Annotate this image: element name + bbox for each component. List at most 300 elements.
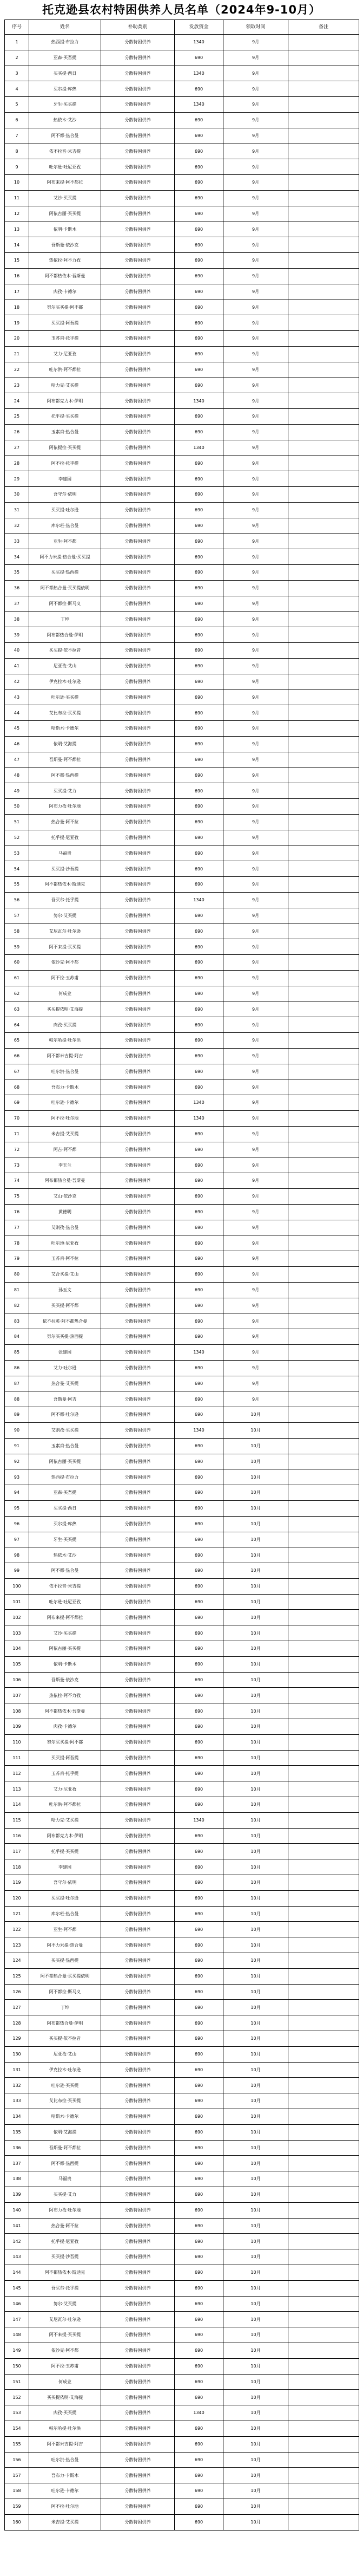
recipient-name [29,1469,101,1485]
recipient-name-text: 肉孜·买买提 [53,1022,77,1027]
table-row [5,502,359,518]
table-row [5,1734,359,1750]
remarks [288,2109,359,2124]
payment-amount: 690 [175,284,223,300]
subsidy-category: 分散特困供养 [101,471,175,487]
recipient-name-text: 阿不都米吉提·阿吉 [47,2442,83,2447]
payment-month: 10月 [223,1734,288,1750]
table-row [5,2031,359,2047]
row-number: 145 [5,2280,29,2296]
payment-amount: 690 [175,253,223,269]
table-row [5,2078,359,2093]
payment-amount: 1340 [175,2405,223,2421]
subsidy-category: 分散特困供养 [101,1485,175,1501]
recipient-name [29,830,101,845]
row-number: 87 [5,1376,29,1391]
remarks [288,1641,359,1657]
remarks [288,549,359,565]
recipient-name [29,705,101,721]
remarks [288,1610,359,1625]
row-number: 108 [5,1703,29,1719]
row-number: 69 [5,1095,29,1111]
subsidy-category: 分散特困供养 [101,643,175,659]
row-number: 54 [5,861,29,877]
table-row [5,1610,359,1625]
row-number: 14 [5,237,29,253]
recipient-name [29,378,101,393]
payment-month: 9月 [223,767,288,783]
remarks [288,2187,359,2202]
payment-amount: 690 [175,2390,223,2405]
recipient-name-text: 阿不都·吐尔逊 [51,1412,79,1417]
recipient-name [29,1454,101,1469]
remarks [288,1266,359,1282]
recipient-name-text: 吐尔逊·卡德尔 [51,2488,79,2494]
payment-month: 10月 [223,1968,288,1984]
recipient-name [29,1329,101,1345]
row-number: 103 [5,1625,29,1641]
recipient-name-text: 阿不都·热西提 [51,2161,79,2166]
payment-month: 9月 [223,923,288,939]
row-number: 36 [5,580,29,596]
recipient-name-text: 尼亚孜·艾山 [53,663,77,669]
recipient-name-text: 托乎提·买买提 [51,1849,79,1854]
remarks [288,502,359,518]
table-row [5,1656,359,1672]
subsidy-category: 分散特困供养 [101,830,175,845]
payment-month: 9月 [223,206,288,222]
recipient-name-text: 亚生·阿不都 [53,1927,77,1932]
row-number: 147 [5,2312,29,2327]
table-row [5,923,359,939]
remarks [288,2280,359,2296]
row-number: 104 [5,1641,29,1657]
row-number: 120 [5,1890,29,1906]
recipient-name [29,1906,101,1922]
recipient-name [29,1188,101,1204]
recipient-name-text: 热依木·艾沙 [53,1552,77,1558]
recipient-name [29,2421,101,2436]
payment-amount: 690 [175,861,223,877]
payment-month: 9月 [223,502,288,518]
table-row [5,128,359,144]
table-row [5,346,359,362]
row-number: 84 [5,1329,29,1345]
payment-amount: 1340 [175,97,223,113]
payment-month: 9月 [223,1266,288,1282]
payment-amount: 690 [175,721,223,737]
subsidy-category: 分散特困供养 [101,2483,175,2499]
recipient-name-text: 肉孜·买买提 [53,2410,77,2416]
payment-amount: 690 [175,2156,223,2171]
remarks [288,2171,359,2187]
payment-amount: 690 [175,2436,223,2452]
row-number: 117 [5,1844,29,1859]
payment-month: 9月 [223,128,288,144]
payment-amount: 690 [175,1017,223,1033]
recipient-name [29,1344,101,1360]
payment-month: 10月 [223,2327,288,2343]
payment-month: 9月 [223,689,288,705]
row-number: 93 [5,1469,29,1485]
subsidy-category: 分散特困供养 [101,362,175,378]
recipient-name [29,66,101,81]
table-row [5,1329,359,1345]
row-number: 154 [5,2421,29,2436]
recipient-name-text: 吐尔洪·热合曼 [51,2457,79,2462]
recipient-name-text: 玉素甫·热合曼 [51,430,79,435]
table-row [5,112,359,128]
table-row [5,2499,359,2514]
recipient-name-text: 黄德明 [58,1209,71,1215]
recipient-name-text: 买买提·依不拉音 [49,2036,81,2041]
payment-amount: 690 [175,2374,223,2390]
payment-amount: 690 [175,2249,223,2265]
recipient-name [29,268,101,284]
recipient-name [29,1422,101,1438]
recipient-name-text: 艾力·吐尔逊 [53,1365,77,1371]
subsidy-category: 分散特困供养 [101,908,175,923]
payment-month: 9月 [223,752,288,767]
remarks [288,2483,359,2499]
recipient-name [29,970,101,986]
payment-amount: 690 [175,2499,223,2514]
remarks [288,2374,359,2390]
recipient-name-text: 阿布都克力木·伊明 [47,1833,83,1838]
row-number: 121 [5,1906,29,1922]
recipient-name-text: 吾守尔·依明 [53,492,77,497]
subsidy-category: 分散特困供养 [101,97,175,113]
table-row [5,2312,359,2327]
table-row [5,1298,359,1313]
recipient-name [29,643,101,659]
remarks [288,1407,359,1423]
table-row [5,643,359,659]
payment-month: 9月 [223,612,288,627]
row-number: 60 [5,955,29,971]
recipient-name [29,487,101,503]
payment-amount: 690 [175,1173,223,1189]
remarks [288,315,359,331]
payment-month: 10月 [223,2390,288,2405]
recipient-name-text: 依不拉音·米吉提 [49,1584,81,1589]
table-row [5,689,359,705]
payment-amount: 690 [175,1797,223,1813]
table-row [5,2514,359,2530]
recipient-name [29,315,101,331]
payment-amount: 690 [175,596,223,612]
recipient-name-text: 阿不都热依木·吾斯曼 [44,1708,85,1714]
payment-amount: 690 [175,2452,223,2468]
payment-month: 10月 [223,2109,288,2124]
header-category: 补助类别 [101,20,175,35]
table-row [5,2234,359,2249]
subsidy-category: 分散特困供养 [101,1064,175,1079]
payment-amount: 1340 [175,892,223,908]
payment-amount: 690 [175,1313,223,1329]
payment-amount: 690 [175,1033,223,1049]
row-number: 94 [5,1485,29,1501]
row-number: 122 [5,1922,29,1937]
recipient-name-text: 吐尔地·尼亚孜 [51,1240,79,1246]
payment-amount: 690 [175,487,223,503]
table-row [5,799,359,815]
recipient-name [29,1033,101,1049]
remarks [288,1516,359,1532]
payment-month: 10月 [223,1953,288,1969]
payment-amount: 690 [175,752,223,767]
recipient-name [29,1610,101,1625]
recipient-name-text: 张建国 [58,1350,71,1355]
payment-month: 9月 [223,1282,288,1298]
recipient-name [29,112,101,128]
recipient-name-text: 库尔班·热合曼 [51,1911,79,1916]
recipient-name-text: 买买提·阿吾提 [51,320,79,326]
payment-month: 9月 [223,736,288,752]
payment-amount: 690 [175,1734,223,1750]
remarks [288,1422,359,1438]
remarks [288,1142,359,1157]
recipient-name-text: 吐尔逊·吐尼亚孜 [49,164,81,170]
recipient-name [29,2343,101,2358]
recipient-name-text: 帕尔哈提·吐尔洪 [49,2426,81,2431]
table-row [5,1625,359,1641]
remarks [288,487,359,503]
recipient-name [29,767,101,783]
row-number: 65 [5,1033,29,1049]
row-number: 6 [5,112,29,128]
recipient-name-text: 阿不都热合曼·买买提依明 [40,1974,90,1979]
subsidy-category: 分散特困供养 [101,2514,175,2530]
payment-amount: 690 [175,1719,223,1735]
recipient-name [29,1703,101,1719]
recipient-name [29,2218,101,2234]
payment-amount: 690 [175,331,223,347]
table-row [5,596,359,612]
subsidy-category: 分散特困供养 [101,1048,175,1064]
subsidy-category: 分散特困供养 [101,1922,175,1937]
table-row [5,2156,359,2171]
recipient-name [29,1922,101,1937]
table-row [5,1360,359,1376]
subsidy-category: 分散特困供养 [101,424,175,440]
recipient-name [29,393,101,409]
remarks [288,222,359,237]
payment-amount: 690 [175,1469,223,1485]
table-row [5,1844,359,1859]
payment-month: 10月 [223,1781,288,1797]
recipient-name [29,2514,101,2530]
row-number: 123 [5,1937,29,1953]
payment-month: 10月 [223,2249,288,2265]
payment-month: 10月 [223,2156,288,2171]
payment-amount: 1340 [175,66,223,81]
row-number: 68 [5,1079,29,1095]
payment-amount: 690 [175,1048,223,1064]
payment-amount: 690 [175,2015,223,2031]
payment-amount: 690 [175,2187,223,2202]
payment-amount: 690 [175,1859,223,1875]
table-row [5,1516,359,1532]
table-row [5,159,359,175]
recipient-name-text: 热合曼·阿不拉 [51,819,79,825]
table-row [5,908,359,923]
recipient-name-text: 尼亚孜·艾山 [53,2052,77,2057]
remarks [288,2452,359,2468]
table-row [5,1812,359,1828]
payment-amount: 690 [175,2093,223,2109]
table-row [5,1984,359,2000]
payment-month: 9月 [223,284,288,300]
payment-amount: 690 [175,1750,223,1766]
recipient-name [29,2327,101,2343]
payment-amount: 690 [175,830,223,845]
subsidy-category: 分散特困供养 [101,1688,175,1703]
recipient-name [29,2046,101,2062]
subsidy-category: 分散特困供养 [101,1719,175,1735]
header-number: 序号 [5,20,29,35]
table-row [5,2218,359,2234]
payment-amount: 690 [175,1547,223,1563]
row-number: 51 [5,814,29,830]
row-number: 53 [5,845,29,861]
table-row [5,1906,359,1922]
subsidy-category: 分散特困供养 [101,2343,175,2358]
recipient-name-text: 热西提·布拉力 [51,40,79,45]
row-number: 72 [5,1142,29,1157]
subsidy-category: 分散特困供养 [101,502,175,518]
row-number: 100 [5,1578,29,1594]
row-number: 140 [5,2202,29,2218]
recipient-name-text: 阿不拉·玉苏甫 [51,975,79,981]
recipient-name [29,565,101,581]
recipient-name-text: 热合曼·艾买提 [51,1381,79,1386]
subsidy-category: 分散特困供养 [101,1391,175,1407]
table-row [5,1578,359,1594]
table-row [5,2296,359,2312]
subsidy-category: 分散特困供养 [101,612,175,627]
payment-amount: 690 [175,175,223,191]
recipient-name-text: 阿依古丽·买买提 [49,211,81,217]
remarks [288,2327,359,2343]
subsidy-category: 分散特困供养 [101,2046,175,2062]
payment-month: 10月 [223,2483,288,2499]
table-row [5,580,359,596]
table-row [5,705,359,721]
table-row [5,658,359,674]
remarks [288,1033,359,1049]
remarks [288,378,359,393]
recipient-name-text: 马福贵 [58,2176,71,2182]
payment-month: 10月 [223,2078,288,2093]
row-number: 8 [5,144,29,159]
subsidy-category: 分散特困供养 [101,1469,175,1485]
recipient-name [29,861,101,877]
payment-amount: 690 [175,2421,223,2436]
table-row [5,1173,359,1189]
row-number: 66 [5,1048,29,1064]
recipient-name [29,1688,101,1703]
recipient-name-text: 孙玉文 [58,1287,71,1293]
row-number: 139 [5,2187,29,2202]
table-row [5,1922,359,1937]
row-number: 97 [5,1532,29,1547]
recipient-name-text: 吾买尔·托乎提 [51,897,79,903]
table-row [5,627,359,643]
subsidy-category: 分散特困供养 [101,1095,175,1111]
row-number: 78 [5,1235,29,1251]
row-number: 33 [5,534,29,549]
remarks [288,1750,359,1766]
row-number: 37 [5,596,29,612]
recipient-name [29,424,101,440]
subsidy-category: 分散特困供养 [101,128,175,144]
table-row [5,424,359,440]
table-row [5,767,359,783]
subsidy-category: 分散特困供养 [101,2202,175,2218]
payment-month: 9月 [223,487,288,503]
remarks [288,2218,359,2234]
payment-amount: 690 [175,159,223,175]
recipient-name-text: 依明·卡斯木 [53,1662,77,1667]
payment-amount: 690 [175,268,223,284]
payment-month: 9月 [223,1079,288,1095]
recipient-name [29,2202,101,2218]
subsidy-category: 分散特困供养 [101,1859,175,1875]
payment-month: 9月 [223,799,288,815]
recipient-name-text: 牙生·买买提 [53,102,77,107]
payment-amount: 690 [175,767,223,783]
remarks [288,2358,359,2374]
payment-amount: 1340 [175,1110,223,1126]
payment-amount: 690 [175,2031,223,2047]
remarks [288,190,359,206]
recipient-name-text: 肉孜·卡德尔 [53,289,77,295]
table-row [5,1641,359,1657]
subsidy-category: 分散特困供养 [101,2390,175,2405]
table-row [5,892,359,908]
recipient-name [29,799,101,815]
payment-month: 10月 [223,1610,288,1625]
payment-month: 9月 [223,565,288,581]
subsidy-category: 分散特困供养 [101,1953,175,1969]
subsidy-category: 分散特困供养 [101,284,175,300]
payment-amount: 690 [175,2265,223,2280]
recipient-name [29,2124,101,2140]
payment-amount: 690 [175,50,223,66]
recipient-name-text: 哈斯木·卡德尔 [51,726,79,731]
recipient-name-text: 努尔·艾买提 [53,2301,77,2306]
payment-month: 9月 [223,534,288,549]
subsidy-category: 分散特困供养 [101,1142,175,1157]
row-number: 49 [5,783,29,799]
recipient-name-text: 哈斯木·卡德尔 [51,2114,79,2119]
subsidy-category: 分散特困供养 [101,253,175,269]
recipient-name [29,1859,101,1875]
table-row [5,1454,359,1469]
recipient-name-text: 努尔买买提·阿不都 [47,304,83,310]
recipient-name-text: 艾尼瓦尔·吐尔逊 [49,2317,81,2322]
recipient-name-text: 热依拉·阿不力孜 [49,258,81,263]
payment-amount: 690 [175,206,223,222]
table-row [5,1235,359,1251]
subsidy-category: 分散特困供养 [101,783,175,799]
payment-amount: 690 [175,955,223,971]
remarks [288,1672,359,1688]
remarks [288,175,359,191]
recipient-name [29,627,101,643]
row-number: 11 [5,190,29,206]
